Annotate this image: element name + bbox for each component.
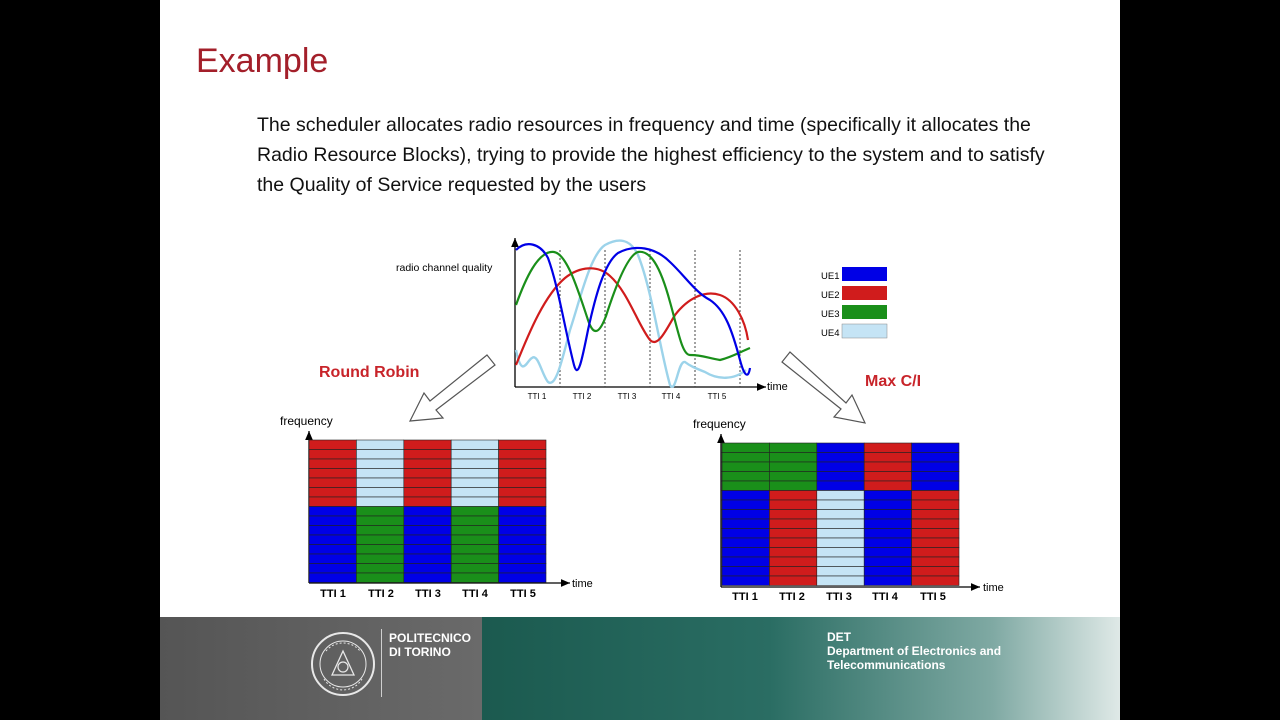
rr-resource-block-ue1 <box>499 554 546 564</box>
mci-resource-block-ue3 <box>769 453 816 463</box>
channel-tti-label: TTI 2 <box>572 392 592 401</box>
rr-y-label: frequency <box>280 414 333 428</box>
mci-resource-block-ue2 <box>912 519 959 529</box>
mci-resource-block-ue1 <box>722 576 769 586</box>
mci-resource-block-ue1 <box>722 491 769 501</box>
mci-resource-block-ue4 <box>817 567 864 577</box>
footer-institution-panel <box>160 617 482 720</box>
mci-tti-label: TTI 4 <box>872 591 898 603</box>
channel-y-label: radio channel quality <box>396 262 493 274</box>
mci-resource-block-ue3 <box>769 443 816 453</box>
arrow-to-max-ci <box>782 352 865 423</box>
rr-resource-blocks <box>309 440 546 583</box>
channel-x-label: time <box>767 381 788 393</box>
rr-resource-block-ue2 <box>404 440 451 450</box>
rr-resource-block-ue4 <box>451 478 498 488</box>
rr-resource-block-ue3 <box>356 526 403 536</box>
rr-resource-block-ue4 <box>356 450 403 460</box>
mci-resource-block-ue3 <box>769 472 816 482</box>
mci-resource-block-ue1 <box>817 472 864 482</box>
rr-tti-label: TTI 1 <box>320 588 346 600</box>
rr-resource-block-ue2 <box>404 459 451 469</box>
rr-resource-block-ue1 <box>499 545 546 555</box>
department-name: Department of Electronics and Telecommunications <box>827 644 1002 672</box>
mci-resource-block-ue2 <box>912 557 959 567</box>
rr-resource-block-ue4 <box>356 469 403 479</box>
rr-resource-block-ue3 <box>451 535 498 545</box>
rr-resource-block-ue3 <box>451 526 498 536</box>
mci-resource-block-ue1 <box>722 557 769 567</box>
rr-resource-block-ue3 <box>356 554 403 564</box>
mci-resource-block-ue1 <box>864 576 911 586</box>
mci-resource-block-ue1 <box>864 519 911 529</box>
scheduler-diagram <box>160 0 1120 617</box>
rr-resource-block-ue1 <box>499 507 546 517</box>
rr-resource-block-ue1 <box>499 526 546 536</box>
rr-resource-block-ue1 <box>309 573 356 583</box>
mci-resource-block-ue2 <box>864 481 911 491</box>
mci-resource-block-ue1 <box>864 567 911 577</box>
rr-resource-block-ue2 <box>309 478 356 488</box>
rr-resource-block-ue3 <box>451 545 498 555</box>
mci-resource-block-ue1 <box>817 481 864 491</box>
rr-resource-block-ue1 <box>404 507 451 517</box>
rr-resource-block-ue3 <box>451 564 498 574</box>
max-ci-grid <box>693 417 1004 603</box>
mci-resource-block-ue2 <box>769 529 816 539</box>
rr-resource-block-ue4 <box>356 459 403 469</box>
max-ci-title: Max C/I <box>865 373 922 390</box>
rr-resource-block-ue4 <box>356 488 403 498</box>
mci-resource-block-ue4 <box>817 519 864 529</box>
university-seal-logo <box>310 631 376 697</box>
mci-resource-block-ue1 <box>817 462 864 472</box>
mci-resource-block-ue2 <box>912 500 959 510</box>
mci-resource-block-ue3 <box>722 453 769 463</box>
mci-resource-block-ue1 <box>912 481 959 491</box>
mci-resource-block-ue3 <box>722 462 769 472</box>
mci-resource-block-ue1 <box>864 538 911 548</box>
legend-swatch-ue3 <box>842 305 887 319</box>
mci-tti-label: TTI 1 <box>732 591 758 603</box>
mci-resource-block-ue1 <box>864 491 911 501</box>
legend-label-ue3: UE3 <box>821 309 840 320</box>
rr-resource-block-ue1 <box>499 516 546 526</box>
mci-resource-block-ue1 <box>722 500 769 510</box>
mci-resource-block-ue4 <box>817 538 864 548</box>
legend-label-ue4: UE4 <box>821 328 840 339</box>
mci-resource-block-ue1 <box>864 510 911 520</box>
mci-resource-block-ue2 <box>769 500 816 510</box>
rr-resource-block-ue4 <box>451 459 498 469</box>
mci-resource-block-ue4 <box>817 500 864 510</box>
mci-resource-block-ue2 <box>769 491 816 501</box>
mci-resource-block-ue4 <box>817 557 864 567</box>
channel-tti-label: TTI 5 <box>707 392 727 401</box>
mci-tti-label: TTI 3 <box>826 591 852 603</box>
mci-resource-block-ue3 <box>722 472 769 482</box>
rr-x-label: time <box>572 578 593 590</box>
mci-resource-block-ue3 <box>769 481 816 491</box>
slide-body-text: The scheduler allocates radio resources in frequency and time (specifically it allocates the Radio Resource Blocks), trying to provide the highest efficiency to the system and to satisfy the Quality of Service requested by the users <box>257 114 1045 196</box>
mci-resource-block-ue2 <box>912 548 959 558</box>
mci-resource-block-ue2 <box>864 443 911 453</box>
mci-tti-label: TTI 2 <box>779 591 805 603</box>
rr-resource-block-ue3 <box>356 535 403 545</box>
rr-resource-block-ue3 <box>356 516 403 526</box>
rr-resource-block-ue3 <box>356 545 403 555</box>
mci-resource-block-ue4 <box>817 529 864 539</box>
mci-resource-block-ue4 <box>817 576 864 586</box>
rr-resource-block-ue4 <box>451 450 498 460</box>
rr-resource-block-ue2 <box>309 488 356 498</box>
rr-tti-label: TTI 3 <box>415 588 441 600</box>
mci-resource-block-ue2 <box>769 510 816 520</box>
mci-resource-block-ue1 <box>817 453 864 463</box>
mci-resource-block-ue3 <box>769 462 816 472</box>
rr-tti-label: TTI 2 <box>368 588 394 600</box>
mci-resource-block-ue3 <box>722 443 769 453</box>
mci-resource-blocks <box>722 443 959 586</box>
rr-resource-block-ue2 <box>499 497 546 507</box>
mci-resource-block-ue2 <box>769 538 816 548</box>
rr-resource-block-ue2 <box>499 478 546 488</box>
rr-resource-block-ue3 <box>451 554 498 564</box>
mci-resource-block-ue2 <box>864 462 911 472</box>
mci-resource-block-ue2 <box>769 567 816 577</box>
mci-resource-block-ue4 <box>817 548 864 558</box>
rr-resource-block-ue1 <box>309 526 356 536</box>
legend-swatch-ue2 <box>842 286 887 300</box>
mci-tti-label: TTI 5 <box>920 591 946 603</box>
round-robin-title: Round Robin <box>319 364 420 381</box>
rr-resource-block-ue2 <box>404 478 451 488</box>
round-robin-grid <box>280 414 593 600</box>
mci-resource-block-ue2 <box>769 557 816 567</box>
rr-resource-block-ue1 <box>404 516 451 526</box>
rr-resource-block-ue1 <box>309 535 356 545</box>
mci-resource-block-ue2 <box>912 538 959 548</box>
mci-resource-block-ue1 <box>912 453 959 463</box>
channel-tti-label: TTI 3 <box>617 392 637 401</box>
mci-resource-block-ue4 <box>817 510 864 520</box>
mci-resource-block-ue1 <box>722 529 769 539</box>
rr-resource-block-ue1 <box>499 573 546 583</box>
footer-divider <box>381 629 382 697</box>
rr-resource-block-ue1 <box>404 526 451 536</box>
footer-department-panel <box>482 617 1120 720</box>
rr-resource-block-ue2 <box>499 469 546 479</box>
rr-resource-block-ue1 <box>404 545 451 555</box>
rr-resource-block-ue2 <box>499 488 546 498</box>
mci-resource-block-ue2 <box>769 548 816 558</box>
mci-resource-block-ue1 <box>864 529 911 539</box>
mci-y-label: frequency <box>693 417 746 431</box>
mci-resource-block-ue1 <box>864 557 911 567</box>
mci-resource-block-ue1 <box>722 519 769 529</box>
slide <box>160 0 1120 720</box>
mci-resource-block-ue1 <box>864 548 911 558</box>
legend-swatch-ue4 <box>842 324 887 338</box>
department-abbreviation: DET <box>827 630 851 644</box>
mci-resource-block-ue2 <box>912 567 959 577</box>
rr-resource-block-ue3 <box>356 573 403 583</box>
legend-label-ue2: UE2 <box>821 290 840 301</box>
rr-resource-block-ue2 <box>404 450 451 460</box>
rr-resource-block-ue2 <box>309 459 356 469</box>
legend-swatch-ue1 <box>842 267 887 281</box>
rr-resource-block-ue3 <box>356 507 403 517</box>
rr-resource-block-ue1 <box>309 545 356 555</box>
rr-resource-block-ue3 <box>451 507 498 517</box>
institution-name: POLITECNICO DI TORINO <box>389 631 472 659</box>
mci-resource-block-ue2 <box>864 472 911 482</box>
mci-resource-block-ue1 <box>722 510 769 520</box>
rr-resource-block-ue3 <box>451 516 498 526</box>
mci-resource-block-ue2 <box>912 491 959 501</box>
rr-resource-block-ue4 <box>356 497 403 507</box>
channel-tti-label: TTI 1 <box>527 392 547 401</box>
mci-resource-block-ue2 <box>912 529 959 539</box>
slide-title: Example <box>196 42 329 80</box>
rr-resource-block-ue2 <box>499 459 546 469</box>
rr-resource-block-ue2 <box>404 488 451 498</box>
rr-resource-block-ue2 <box>404 497 451 507</box>
rr-resource-block-ue3 <box>451 573 498 583</box>
rr-resource-block-ue4 <box>451 488 498 498</box>
rr-tti-label: TTI 5 <box>510 588 536 600</box>
rr-resource-block-ue3 <box>356 564 403 574</box>
arrow-to-round-robin <box>410 355 495 421</box>
mci-resource-block-ue1 <box>912 472 959 482</box>
rr-resource-block-ue1 <box>404 573 451 583</box>
rr-resource-block-ue4 <box>451 440 498 450</box>
rr-resource-block-ue4 <box>451 497 498 507</box>
rr-resource-block-ue2 <box>309 469 356 479</box>
rr-resource-block-ue1 <box>404 564 451 574</box>
rr-resource-block-ue2 <box>309 497 356 507</box>
ue2-quality-curve <box>516 268 748 365</box>
rr-resource-block-ue2 <box>404 469 451 479</box>
rr-resource-block-ue2 <box>309 450 356 460</box>
mci-resource-block-ue2 <box>912 510 959 520</box>
footer-bar <box>160 617 1120 720</box>
rr-resource-block-ue4 <box>356 440 403 450</box>
mci-resource-block-ue2 <box>769 519 816 529</box>
rr-resource-block-ue1 <box>309 516 356 526</box>
mci-resource-block-ue1 <box>722 567 769 577</box>
mci-resource-block-ue3 <box>722 481 769 491</box>
rr-resource-block-ue2 <box>309 440 356 450</box>
mci-resource-block-ue1 <box>817 443 864 453</box>
mci-x-label: time <box>983 582 1004 594</box>
rr-resource-block-ue4 <box>356 478 403 488</box>
mci-resource-block-ue2 <box>864 453 911 463</box>
rr-resource-block-ue1 <box>404 554 451 564</box>
rr-resource-block-ue1 <box>404 535 451 545</box>
rr-resource-block-ue1 <box>309 507 356 517</box>
mci-resource-block-ue1 <box>722 548 769 558</box>
ue-legend <box>821 267 887 339</box>
rr-resource-block-ue1 <box>309 554 356 564</box>
mci-resource-block-ue1 <box>912 443 959 453</box>
rr-resource-block-ue1 <box>499 535 546 545</box>
rr-resource-block-ue2 <box>499 450 546 460</box>
rr-resource-block-ue2 <box>499 440 546 450</box>
mci-resource-block-ue1 <box>722 538 769 548</box>
rr-resource-block-ue4 <box>451 469 498 479</box>
mci-resource-block-ue2 <box>769 576 816 586</box>
mci-resource-block-ue2 <box>912 576 959 586</box>
rr-resource-block-ue1 <box>499 564 546 574</box>
legend-label-ue1: UE1 <box>821 271 840 282</box>
mci-resource-block-ue4 <box>817 491 864 501</box>
mci-resource-block-ue1 <box>912 462 959 472</box>
rr-tti-label: TTI 4 <box>462 588 488 600</box>
channel-tti-label: TTI 4 <box>661 392 681 401</box>
rr-resource-block-ue1 <box>309 564 356 574</box>
mci-resource-block-ue1 <box>864 500 911 510</box>
